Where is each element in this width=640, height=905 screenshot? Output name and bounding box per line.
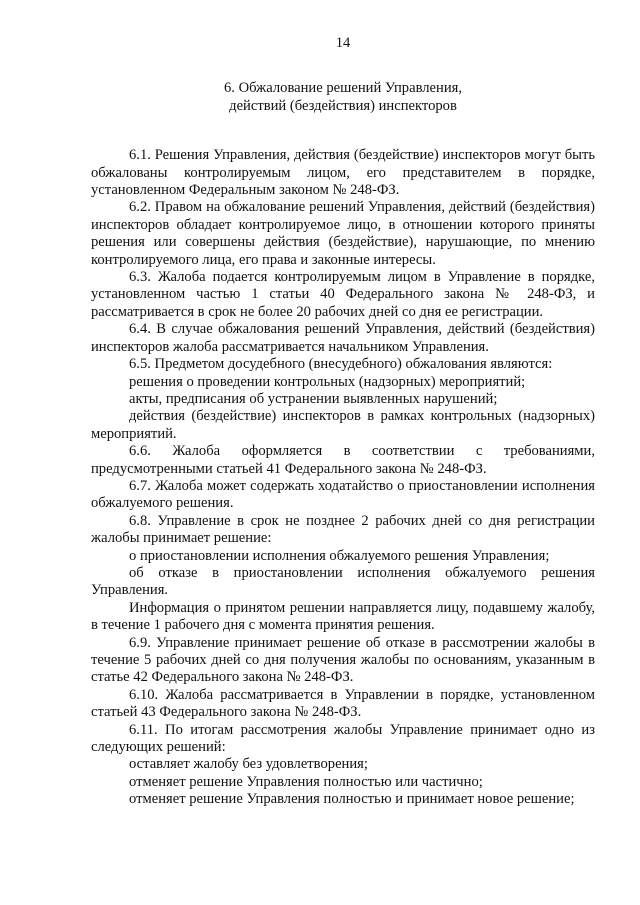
paragraph-6-7: 6.7. Жалоба может содержать ходатайство о приостановлении исполнения обжалуемого решения. <box>91 477 595 512</box>
paragraph-6-8: 6.8. Управление в срок не позднее 2 рабочих дней со дня регистрации жалобы принимает решение: <box>91 512 595 547</box>
section-heading-line: 6. Обжалование решений Управления, <box>223 80 463 97</box>
list-item: о приостановлении исполнения обжалуемого решения Управления; <box>129 547 550 564</box>
list-item: отменяет решение Управления полностью или частично; <box>129 773 483 790</box>
section-body <box>91 147 595 808</box>
section-heading-line: действий (бездействия) инспекторов <box>229 97 457 114</box>
list-item: отменяет решение Управления полностью и принимает новое решение; <box>129 791 575 808</box>
paragraph-6-9: 6.9. Управление принимает решение об отказе в рассмотрении жалобы в течение 5 рабочих дней со дня получения жалобы по основаниям, указанным в статье 42 Федерального закона № 248-ФЗ. <box>91 634 595 686</box>
list-item: решения о проведении контрольных (надзорных) мероприятий; <box>129 373 526 390</box>
paragraph-6-10: 6.10. Жалоба рассматривается в Управлении в порядке, установленном статьей 43 Федерального закона № 248-ФЗ. <box>91 686 595 721</box>
paragraph-6-11: 6.11. По итогам рассмотрения жалобы Управление принимает одно из следующих решений: <box>91 721 595 756</box>
list-item: об отказе в приостановлении исполнения обжалуемого решения Управления. <box>91 564 595 599</box>
paragraph-6-3: 6.3. Жалоба подается контролируемым лицом в Управление в порядке, установленном частью 1 статьи 40 Федерального закона № 248-ФЗ, и рассматривается в срок не более 20 рабочих дней со дня ее регистрации. <box>91 269 595 320</box>
list-item: акты, предписания об устранении выявленных нарушений; <box>129 390 498 407</box>
paragraph-6-2: 6.2. Правом на обжалование решений Управления, действий (бездействия) инспекторов обладает контролируемое лицо, в отношении которого приняты решения или совершены действия (бездействие), нарушающие, по мнению контролируемого лица, его права и законные интересы. <box>91 199 595 268</box>
paragraph-6-5: 6.5. Предметом досудебного (внесудебного) обжалования являются: <box>129 356 553 373</box>
paragraph: Информация о принятом решении направляется лицу, подавшему жалобу, в течение 1 рабочего дня с момента принятия решения. <box>91 599 595 634</box>
paragraph-6-1: 6.1. Решения Управления, действия (бездействие) инспекторов могут быть обжалованы контролируемым лицом, его представителем в порядке, установленном Федеральным законом № 248-ФЗ. <box>91 147 595 199</box>
page-number: 14 <box>335 35 351 51</box>
list-item: оставляет жалобу без удовлетворения; <box>129 756 368 773</box>
paragraph-6-4: 6.4. В случае обжалования решений Управления, действий (бездействия) инспекторов жалоба рассматривается начальником Управления. <box>91 321 595 355</box>
list-item: действия (бездействие) инспекторов в рамках контрольных (надзорных) мероприятий. <box>91 408 595 442</box>
paragraph-6-6: 6.6. Жалоба оформляется в соответствии с требованиями, предусмотренными статьей 41 Федерального закона № 248-ФЗ. <box>91 443 595 477</box>
section-heading <box>91 80 595 115</box>
